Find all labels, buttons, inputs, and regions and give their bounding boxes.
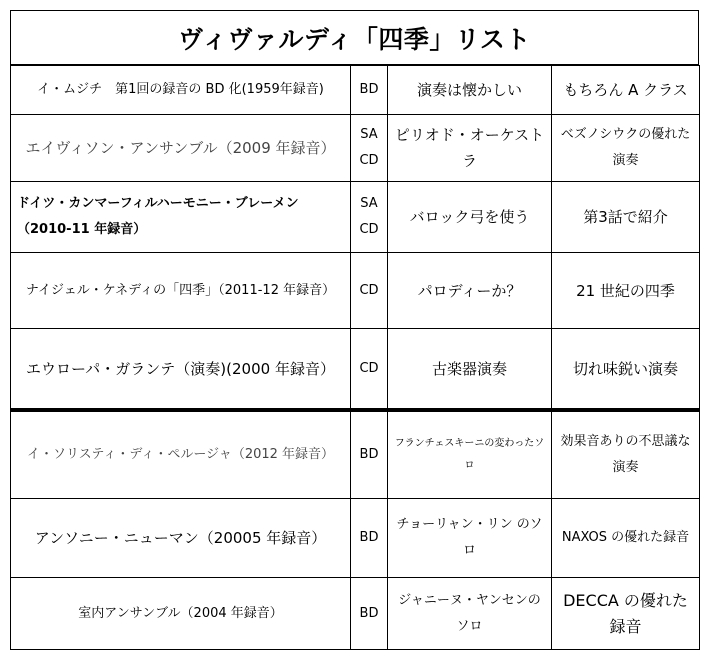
comment-cell: 演奏は懐かしい bbox=[388, 66, 552, 115]
performer-cell: ナイジェル・ケネディの「四季」（2011-12 年録音） bbox=[11, 253, 351, 329]
table-row bbox=[11, 410, 700, 499]
performer-cell: イ・ソリスティ・ディ・ペルージャ（2012 年録音） bbox=[11, 410, 351, 499]
recording-table bbox=[10, 65, 700, 650]
performer-cell: イ・ムジチ 第1回の録音の BD 化(1959年録音) bbox=[11, 66, 351, 115]
note-cell: 切れ味鋭い演奏 bbox=[552, 329, 700, 411]
note-cell: NAXOS の優れた録音 bbox=[552, 499, 700, 578]
note-cell: 効果音ありの不思議な演奏 bbox=[552, 410, 700, 499]
comment-cell: ジャニーヌ・ヤンセンのソロ bbox=[388, 578, 552, 650]
note-cell: 第3話で紹介 bbox=[552, 182, 700, 253]
performer-cell: エイヴィソン・アンサンブル（2009 年録音） bbox=[11, 115, 351, 182]
media-cell: SA CD bbox=[351, 182, 388, 253]
media-cell: CD bbox=[351, 253, 388, 329]
performer-cell: ドイツ・カンマーフィルハーモニー・ブレーメン（2010-11 年録音） bbox=[11, 182, 351, 253]
performer-cell: 室内アンサンブル（2004 年録音） bbox=[11, 578, 351, 650]
table-row bbox=[11, 253, 700, 329]
media-cell: BD bbox=[351, 578, 388, 650]
table-row bbox=[11, 115, 700, 182]
media-cell: CD bbox=[351, 329, 388, 411]
table-row bbox=[11, 329, 700, 411]
comment-cell: チョーリャン・リン のソロ bbox=[388, 499, 552, 578]
performer-cell: エウローパ・ガランテ（演奏)(2000 年録音） bbox=[11, 329, 351, 411]
comment-cell: ピリオド・オーケストラ bbox=[388, 115, 552, 182]
table-row bbox=[11, 578, 700, 650]
comment-cell: 古楽器演奏 bbox=[388, 329, 552, 411]
comment-cell: バロック弓を使う bbox=[388, 182, 552, 253]
note-cell: 21 世紀の四季 bbox=[552, 253, 700, 329]
comment-cell: パロディーか？ bbox=[388, 253, 552, 329]
media-cell: BD bbox=[351, 66, 388, 115]
table-row bbox=[11, 182, 700, 253]
recording-list-sheet bbox=[10, 10, 699, 658]
media-cell: BD bbox=[351, 499, 388, 578]
table-row bbox=[11, 66, 700, 115]
table-row bbox=[11, 499, 700, 578]
note-cell: DECCA の優れた録音 bbox=[552, 578, 700, 650]
comment-cell: フランチェスキーニの変わったソロ bbox=[388, 410, 552, 499]
note-cell: ベズノシウクの優れた演奏 bbox=[552, 115, 700, 182]
note-cell: もちろん A クラス bbox=[552, 66, 700, 115]
media-cell: SA CD bbox=[351, 115, 388, 182]
media-cell: BD bbox=[351, 410, 388, 499]
page-title: ヴィヴァルディ「四季」リスト bbox=[10, 10, 699, 65]
performer-cell: アンソニー・ニューマン（20005 年録音） bbox=[11, 499, 351, 578]
